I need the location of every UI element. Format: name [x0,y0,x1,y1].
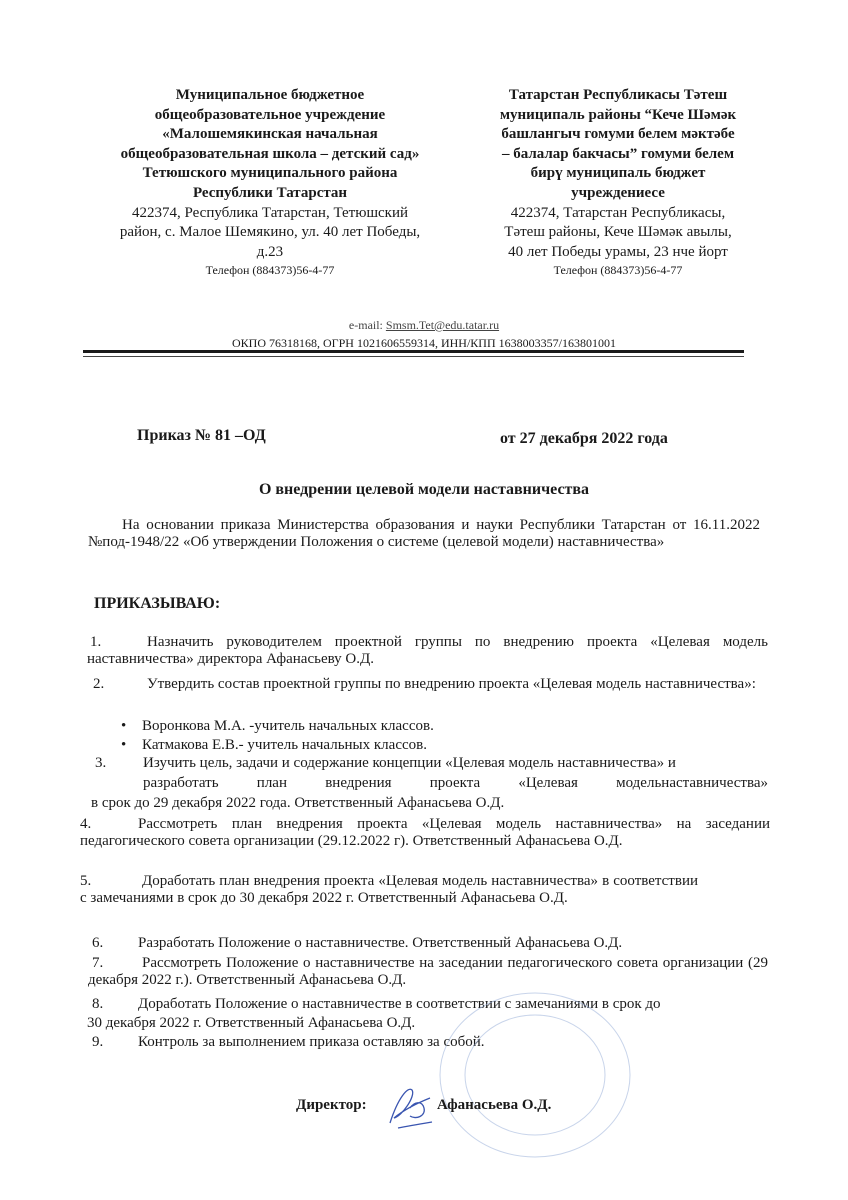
address-line: район, с. Малое Шемякино, ул. 40 лет Победы, [119,224,421,241]
item-number: 5. [80,873,92,889]
list-item [95,755,765,772]
item-number: 4. [80,816,92,832]
order-date: от 27 декабря 2022 года [500,430,668,447]
item-number: 3. [95,755,107,771]
org-name-line: Татарстан Республикасы Тәтеш [508,87,728,103]
item-number: 7. [92,955,104,971]
org-name-line: Тетюшского муниципального района [142,165,398,182]
order-number: Приказ № 81 –ОД [137,427,266,444]
item-text: Рассмотреть Положение о наставничестве на заседании педагогического совета организации (29 декабря 2022 г.). Ответственный Афанасьева О.Д. [88,955,768,988]
org-name-line: Республики Татарстан [192,184,348,201]
address-line: 40 лет Победы урамы, 23 нче йорт [508,243,728,260]
item-number: 1. [90,634,102,650]
list-item [121,737,427,754]
header-divider [83,350,744,353]
list-item [92,935,752,952]
phone: Телефон (884373)56-4-77 [553,263,683,278]
list-item [92,1034,752,1051]
item-text-line: в срок до 29 декабря 2022 года. Ответственный Афанасьева О.Д. [91,795,505,811]
signature-name: Афанасьева О.Д. [437,1097,552,1113]
list-item [121,718,434,735]
address-line: д.23 [256,243,284,260]
list-item-continuation [91,795,504,812]
item-text: Рассмотреть план внедрения проекта «Целевая модель наставничества» на заседании педагогического совета организации (29.12.2022 г). Ответственный Афанасьева О.Д. [80,816,770,849]
order-title: О внедрении целевой модели наставничества [258,481,590,498]
order-command: ПРИКАЗЫВАЮ: [94,595,221,612]
address-line: 422374, Республика Татарстан, Тетюшский [132,204,408,221]
header-left [90,86,450,279]
address-line: Тәтеш районы, Кече Шәмәк авылы, [504,224,732,241]
item-text: Назначить руководителем проектной группы по внедрению проекта «Целевая модель наставничества» директора Афанасьеву О.Д. [87,634,768,667]
member-text: Катмакова Е.В.- учитель начальных классов. [142,737,427,753]
item-text: Утвердить состав проектной группы по внедрению проекта «Целевая модель наставничества»: [147,676,756,692]
item-number: 9. [92,1034,104,1050]
item-text: Доработать план внедрения проекта «Целевая модель наставничества» в соответствии с замечаниями в срок до 30 декабря 2022 г. Ответственный Афанасьева О.Д. [80,873,698,906]
item-text-line: разработать план внедрения проекта «Целевая модельнаставничества» [143,775,768,791]
item-text: Разработать Положение о наставничестве. Ответственный Афанасьева О.Д. [138,935,623,951]
list-item-continuation [87,1015,415,1032]
list-item-continuation [143,775,768,792]
email-link[interactable]: Smsm.Tet@edu.tatar.ru [385,318,500,332]
org-name-line: общеобразовательная школа – детский сад» [120,145,420,162]
item-number: 6. [92,935,104,951]
org-name-line: учреждениесе [571,184,665,201]
org-name-line: муниципаль районы “Кече Шәмәк [499,106,737,123]
item-text-line: 30 декабря 2022 г. Ответственный Афанасьева О.Д. [87,1015,416,1031]
list-item [80,873,698,907]
signature-scribble [380,1078,440,1138]
signature-role: Директор: [296,1097,367,1113]
item-text-line: Изучить цель, задачи и содержание концепции «Целевая модель наставничества» и [143,755,676,771]
member-text: Воронкова М.А. -учитель начальных классов. [142,718,434,734]
org-name-line: – балалар бакчасы” гомуми белем [501,145,735,162]
email-label: e-mail: [348,318,383,332]
item-text-line: Доработать Положение о наставничестве в соответствии с замечаниями в срок до [138,996,661,1012]
org-name-line: бирү муниципаль бюджет [530,165,706,182]
bullet-icon: • [121,718,127,734]
list-item [80,816,770,850]
list-item [87,634,768,668]
item-number: 2. [93,676,105,692]
org-name-line: Муниципальное бюджетное [175,87,365,103]
org-name-line: общеобразовательное учреждение [154,106,386,123]
header-right [468,86,768,279]
order-basis: На основании приказа Министерства образования и науки Республики Татарстан от 16.11.2022 №под-1948/22 «Об утверждении Положения о системе (целевой модели) наставничества» [88,517,760,550]
list-item [87,676,768,693]
list-item [92,996,752,1013]
org-name-line: «Малошемякинская начальная [162,126,378,143]
list-item [88,955,768,989]
item-number: 8. [92,996,104,1012]
org-name-line: башлангыч гомуми белем мәктәбе [501,126,735,143]
address-line: 422374, Татарстан Республикасы, [510,204,726,221]
stamp-impression [430,985,640,1165]
registry-line: ОКПО 76318168, ОГРН 1021606559314, ИНН/КПП 1638003357/163801001 [232,336,616,350]
phone: Телефон (884373)56-4-77 [205,263,335,278]
header-divider-thin [83,356,744,357]
bullet-icon: • [121,737,127,753]
item-text: Контроль за выполнением приказа оставляю за собой. [138,1034,485,1050]
email-line [0,318,848,333]
